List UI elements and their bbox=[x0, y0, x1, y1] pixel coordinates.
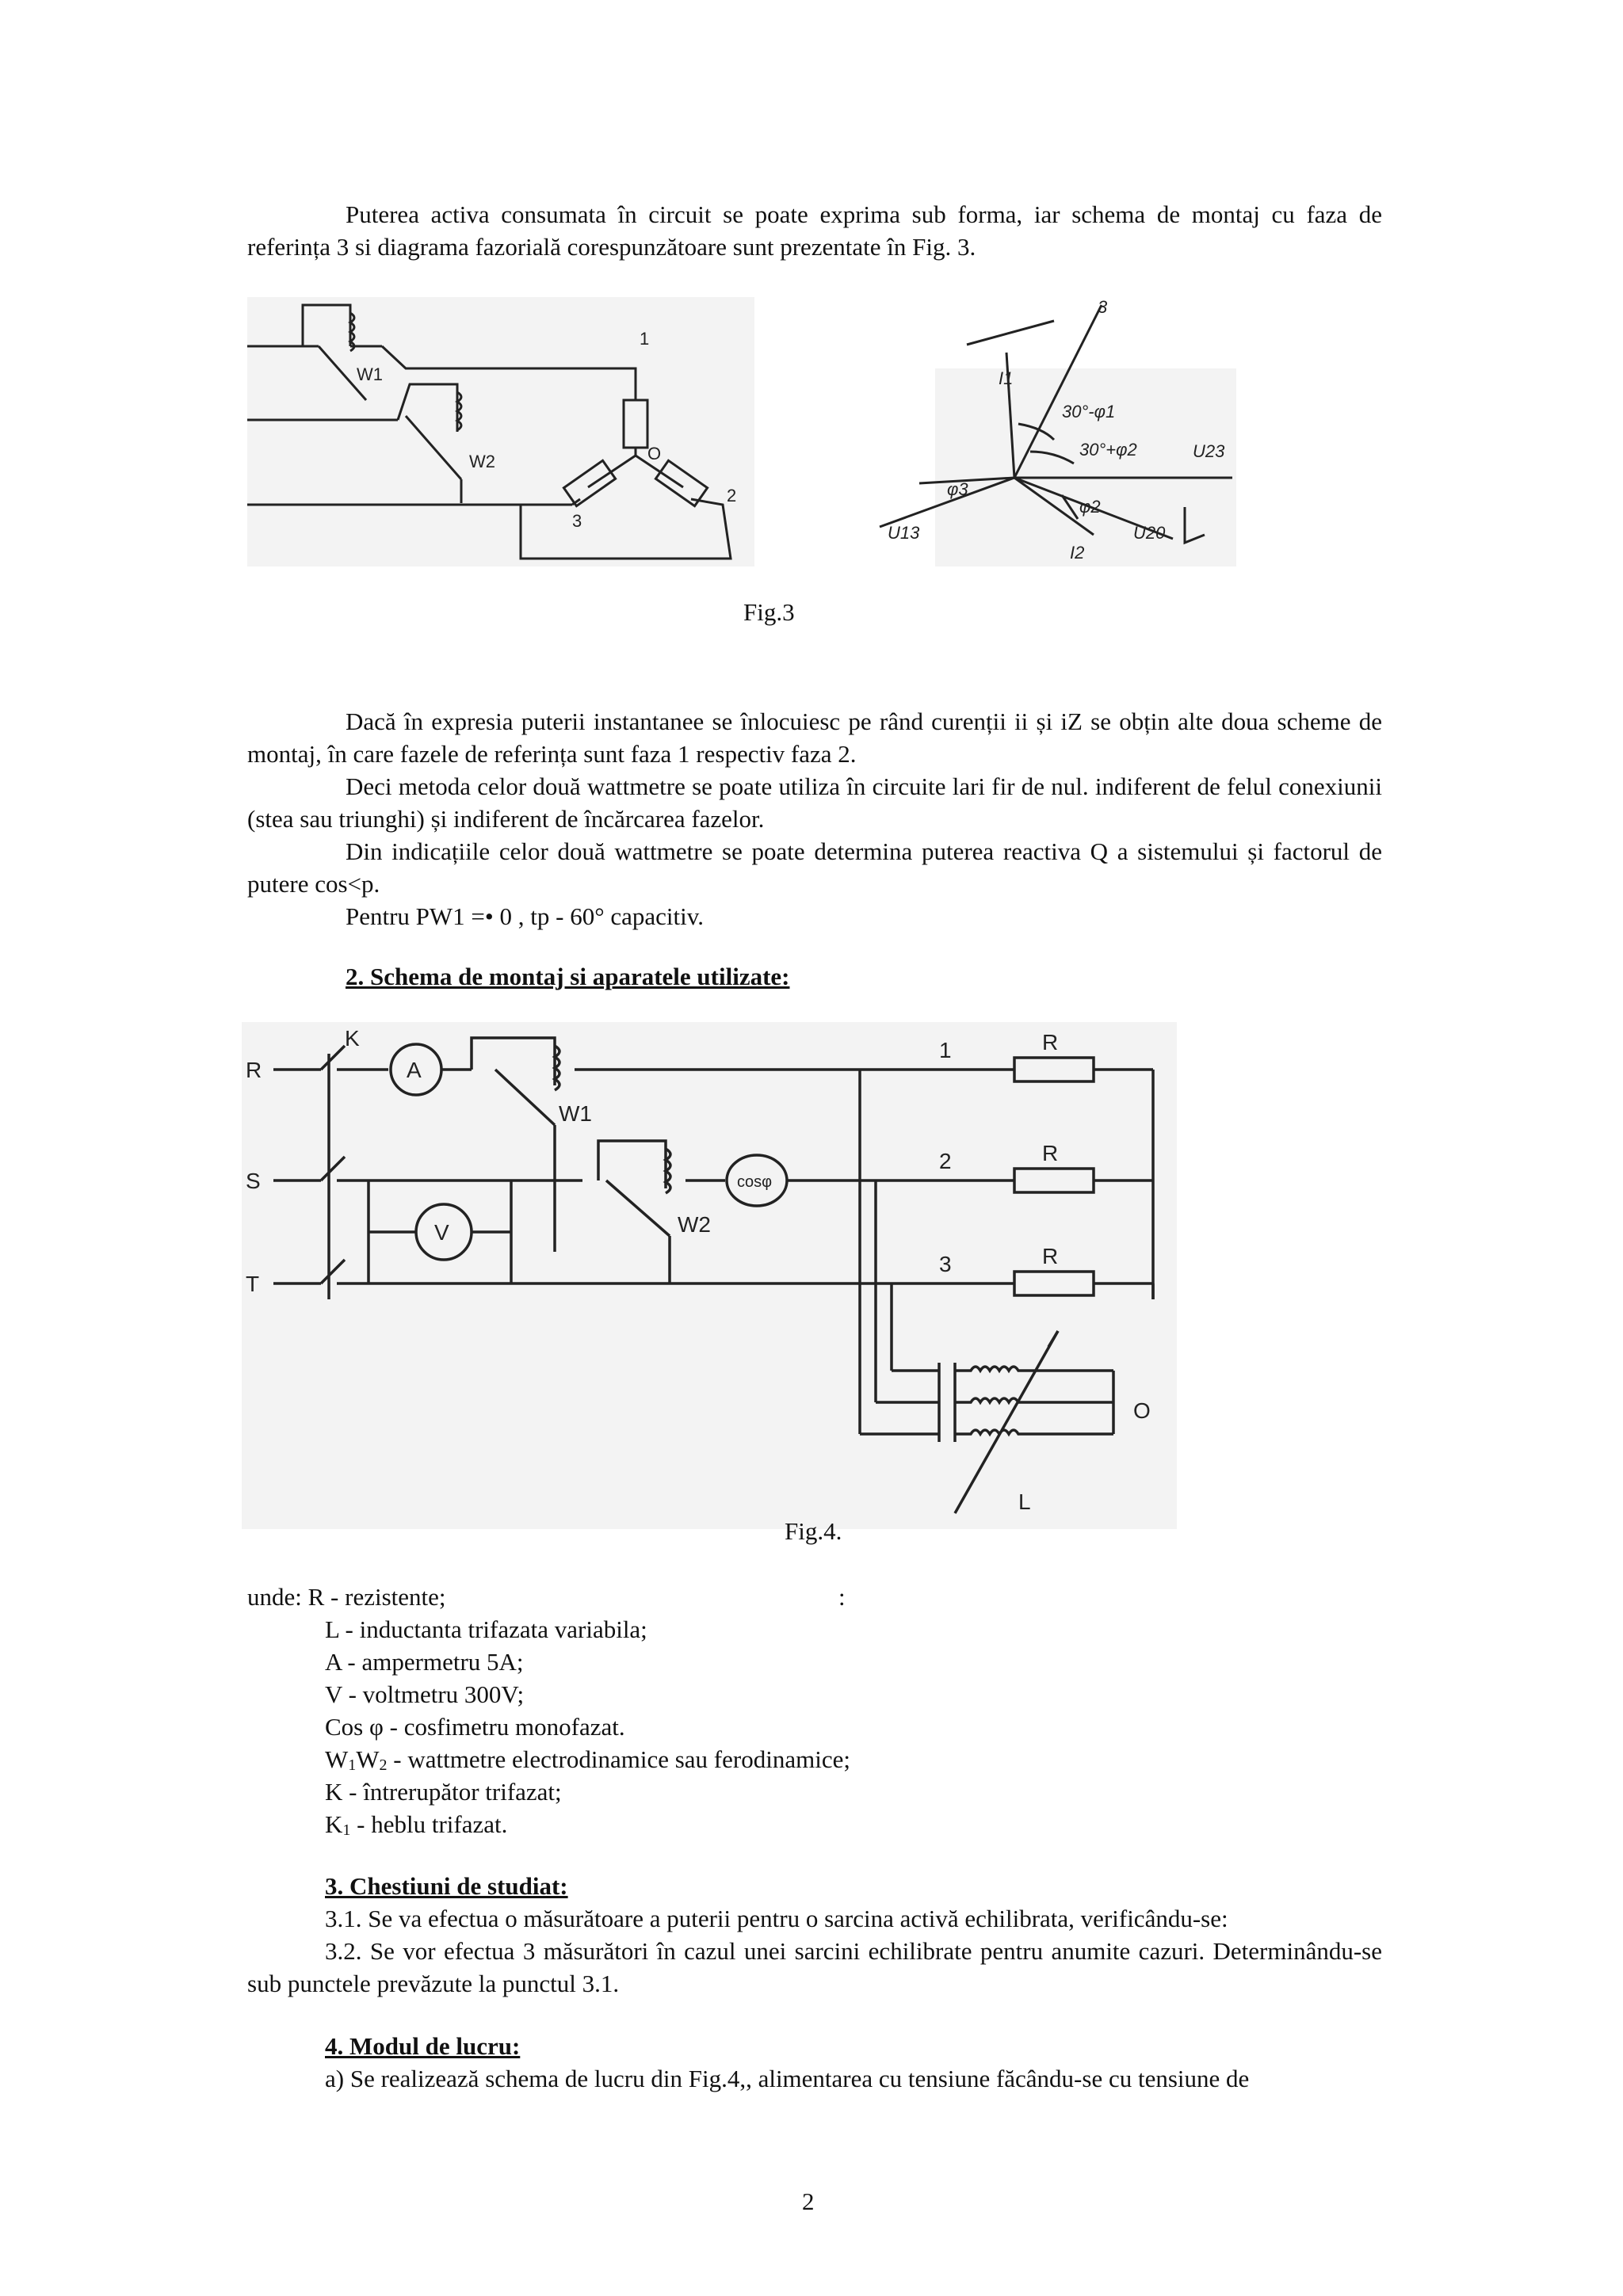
fig3-w2-label: W2 bbox=[469, 452, 495, 471]
phasor-u13-label: U13 bbox=[888, 523, 920, 543]
section-4-heading: 4. Modul de lucru: bbox=[325, 2032, 521, 2060]
phasor-phi2-label: φ2 bbox=[1079, 497, 1101, 517]
body-paragraph-2: Deci metoda celor două wattmetre se poate utiliza în circuite lari fir de nul. indiferent de felul conexiunii (stea sau triunghi) și indiferent de încărcarea fazelor. bbox=[247, 772, 1382, 833]
legend-w2-sub: 2 bbox=[379, 1756, 388, 1774]
fig3-circuit-diagram bbox=[247, 297, 754, 566]
legend-w-text: - wattmetre electrodinamice sau ferodinamice; bbox=[387, 1745, 850, 1773]
legend-item-l: L - inductanta trifazata variabila; bbox=[325, 1615, 647, 1643]
fig4-resistor1-label: R bbox=[1042, 1030, 1059, 1055]
legend-colon: : bbox=[838, 1583, 846, 1611]
fig3-node0-label: O bbox=[647, 444, 662, 463]
fig4-voltmeter-label: V bbox=[434, 1220, 449, 1245]
fig4-cosfimeter-label: cosφ bbox=[737, 1173, 773, 1191]
fig4-node1-label: 1 bbox=[939, 1038, 952, 1062]
phasor-angle2-label: 30°+φ2 bbox=[1079, 440, 1137, 460]
section-3-item-1: 3.1. Se va efectua o măsurătoare a puterii pentru o sarcina activă echilibrata, verificându-se: bbox=[325, 1905, 1228, 1932]
fig4-w1-label: W1 bbox=[559, 1101, 592, 1126]
legend-item-r: R - rezistente; bbox=[307, 1583, 446, 1611]
fig4-s-terminal: S bbox=[246, 1169, 261, 1193]
legend-k1-letter: K bbox=[325, 1810, 343, 1838]
fig3-node2-label: 2 bbox=[727, 486, 737, 505]
fig4-neutral-label: O bbox=[1133, 1398, 1151, 1423]
legend-item-a: A - ampermetru 5A; bbox=[325, 1648, 524, 1676]
phasor-phi3-label: φ3 bbox=[947, 479, 968, 499]
fig4-w2-label: W2 bbox=[678, 1212, 711, 1237]
intro-paragraph: Puterea activa consumata în circuit se poate exprima sub forma, iar schema de montaj cu faza de referința 3 si diagrama fazorială corespunzătoare sunt prezentate în Fig. 3. bbox=[247, 200, 1382, 261]
phasor-3-label: 3 bbox=[1098, 297, 1108, 317]
fig3-phasor-diagram bbox=[872, 297, 1236, 566]
legend-prefix bbox=[247, 1581, 446, 1613]
legend-item-k: K - întrerupător trifazat; bbox=[325, 1778, 562, 1806]
legend-w1-sub: 1 bbox=[348, 1756, 357, 1774]
fig4-resistor3-label: R bbox=[1042, 1244, 1059, 1268]
phasor-i1-label: I1 bbox=[999, 368, 1014, 388]
phasor-u20-label: U20 bbox=[1133, 523, 1166, 543]
phasor-i2-label: I2 bbox=[1070, 543, 1085, 563]
fig4-node3-label: 3 bbox=[939, 1252, 952, 1276]
fig3-w1-label: W1 bbox=[357, 364, 383, 384]
legend-w2-letter: W bbox=[356, 1745, 380, 1773]
fig3-caption: Fig.3 bbox=[743, 598, 795, 626]
legend-unde: unde: bbox=[247, 1583, 302, 1611]
legend-item-k1 bbox=[325, 1808, 507, 1847]
body-paragraph-1: Dacă în expresia puterii instantanee se înlocuiesc pe rând curenții ii și iZ se obțin alte doua scheme de montaj, în care fazele de referința sunt faza 1 respectiv faza 2. bbox=[247, 707, 1382, 768]
section-4-item-a: a) Se realizează schema de lucru din Fig.4,, alimentarea cu tensiune făcându-se cu tensiune de bbox=[325, 2065, 1250, 2092]
fig4-ammeter-label: A bbox=[407, 1058, 422, 1082]
legend-k1-sub: 1 bbox=[342, 1821, 351, 1839]
fig3-node1-label: 1 bbox=[640, 329, 650, 349]
legend-w1-letter: W bbox=[325, 1745, 349, 1773]
fig3-node3-label: 3 bbox=[572, 511, 582, 531]
phasor-angle1-label: 30°-φ1 bbox=[1062, 402, 1116, 421]
fig4-node2-label: 2 bbox=[939, 1149, 952, 1173]
body-paragraph-4: Pentru PW1 =• 0 , tp - 60° capacitiv. bbox=[346, 902, 704, 930]
fig4-k-label: K bbox=[345, 1026, 360, 1051]
body-paragraph-3: Din indicațiile celor două wattmetre se poate determina puterea reactiva Q a sistemului și factorul de putere cos<p. bbox=[247, 837, 1382, 898]
section-2-heading: 2. Schema de montaj si aparatele utilizate: bbox=[346, 963, 790, 990]
fig4-resistor2-label: R bbox=[1042, 1141, 1059, 1165]
fig4-circuit-diagram bbox=[242, 1022, 1177, 1529]
legend-k1-text: - heblu trifazat. bbox=[350, 1810, 508, 1838]
page-number: 2 bbox=[802, 2187, 815, 2215]
legend-item-v: V - voltmetru 300V; bbox=[325, 1680, 525, 1708]
fig4-inductor-label: L bbox=[1018, 1489, 1031, 1514]
phasor-u23-label: U23 bbox=[1193, 441, 1225, 461]
section-3-heading: 3. Chestiuni de studiat: bbox=[325, 1872, 568, 1900]
fig4-t-terminal: T bbox=[246, 1272, 260, 1296]
legend-item-cos: Cos φ - cosfimetru monofazat. bbox=[325, 1713, 625, 1741]
fig4-caption: Fig.4. bbox=[785, 1517, 842, 1545]
section-3-item-2: 3.2. Se vor efectua 3 măsurători în cazul unei sarcini echilibrate pentru anumite cazuri. Determinându-se sub punctele prevăzute la punctul 3.1. bbox=[247, 1937, 1382, 1997]
fig4-r-terminal: R bbox=[246, 1058, 262, 1082]
